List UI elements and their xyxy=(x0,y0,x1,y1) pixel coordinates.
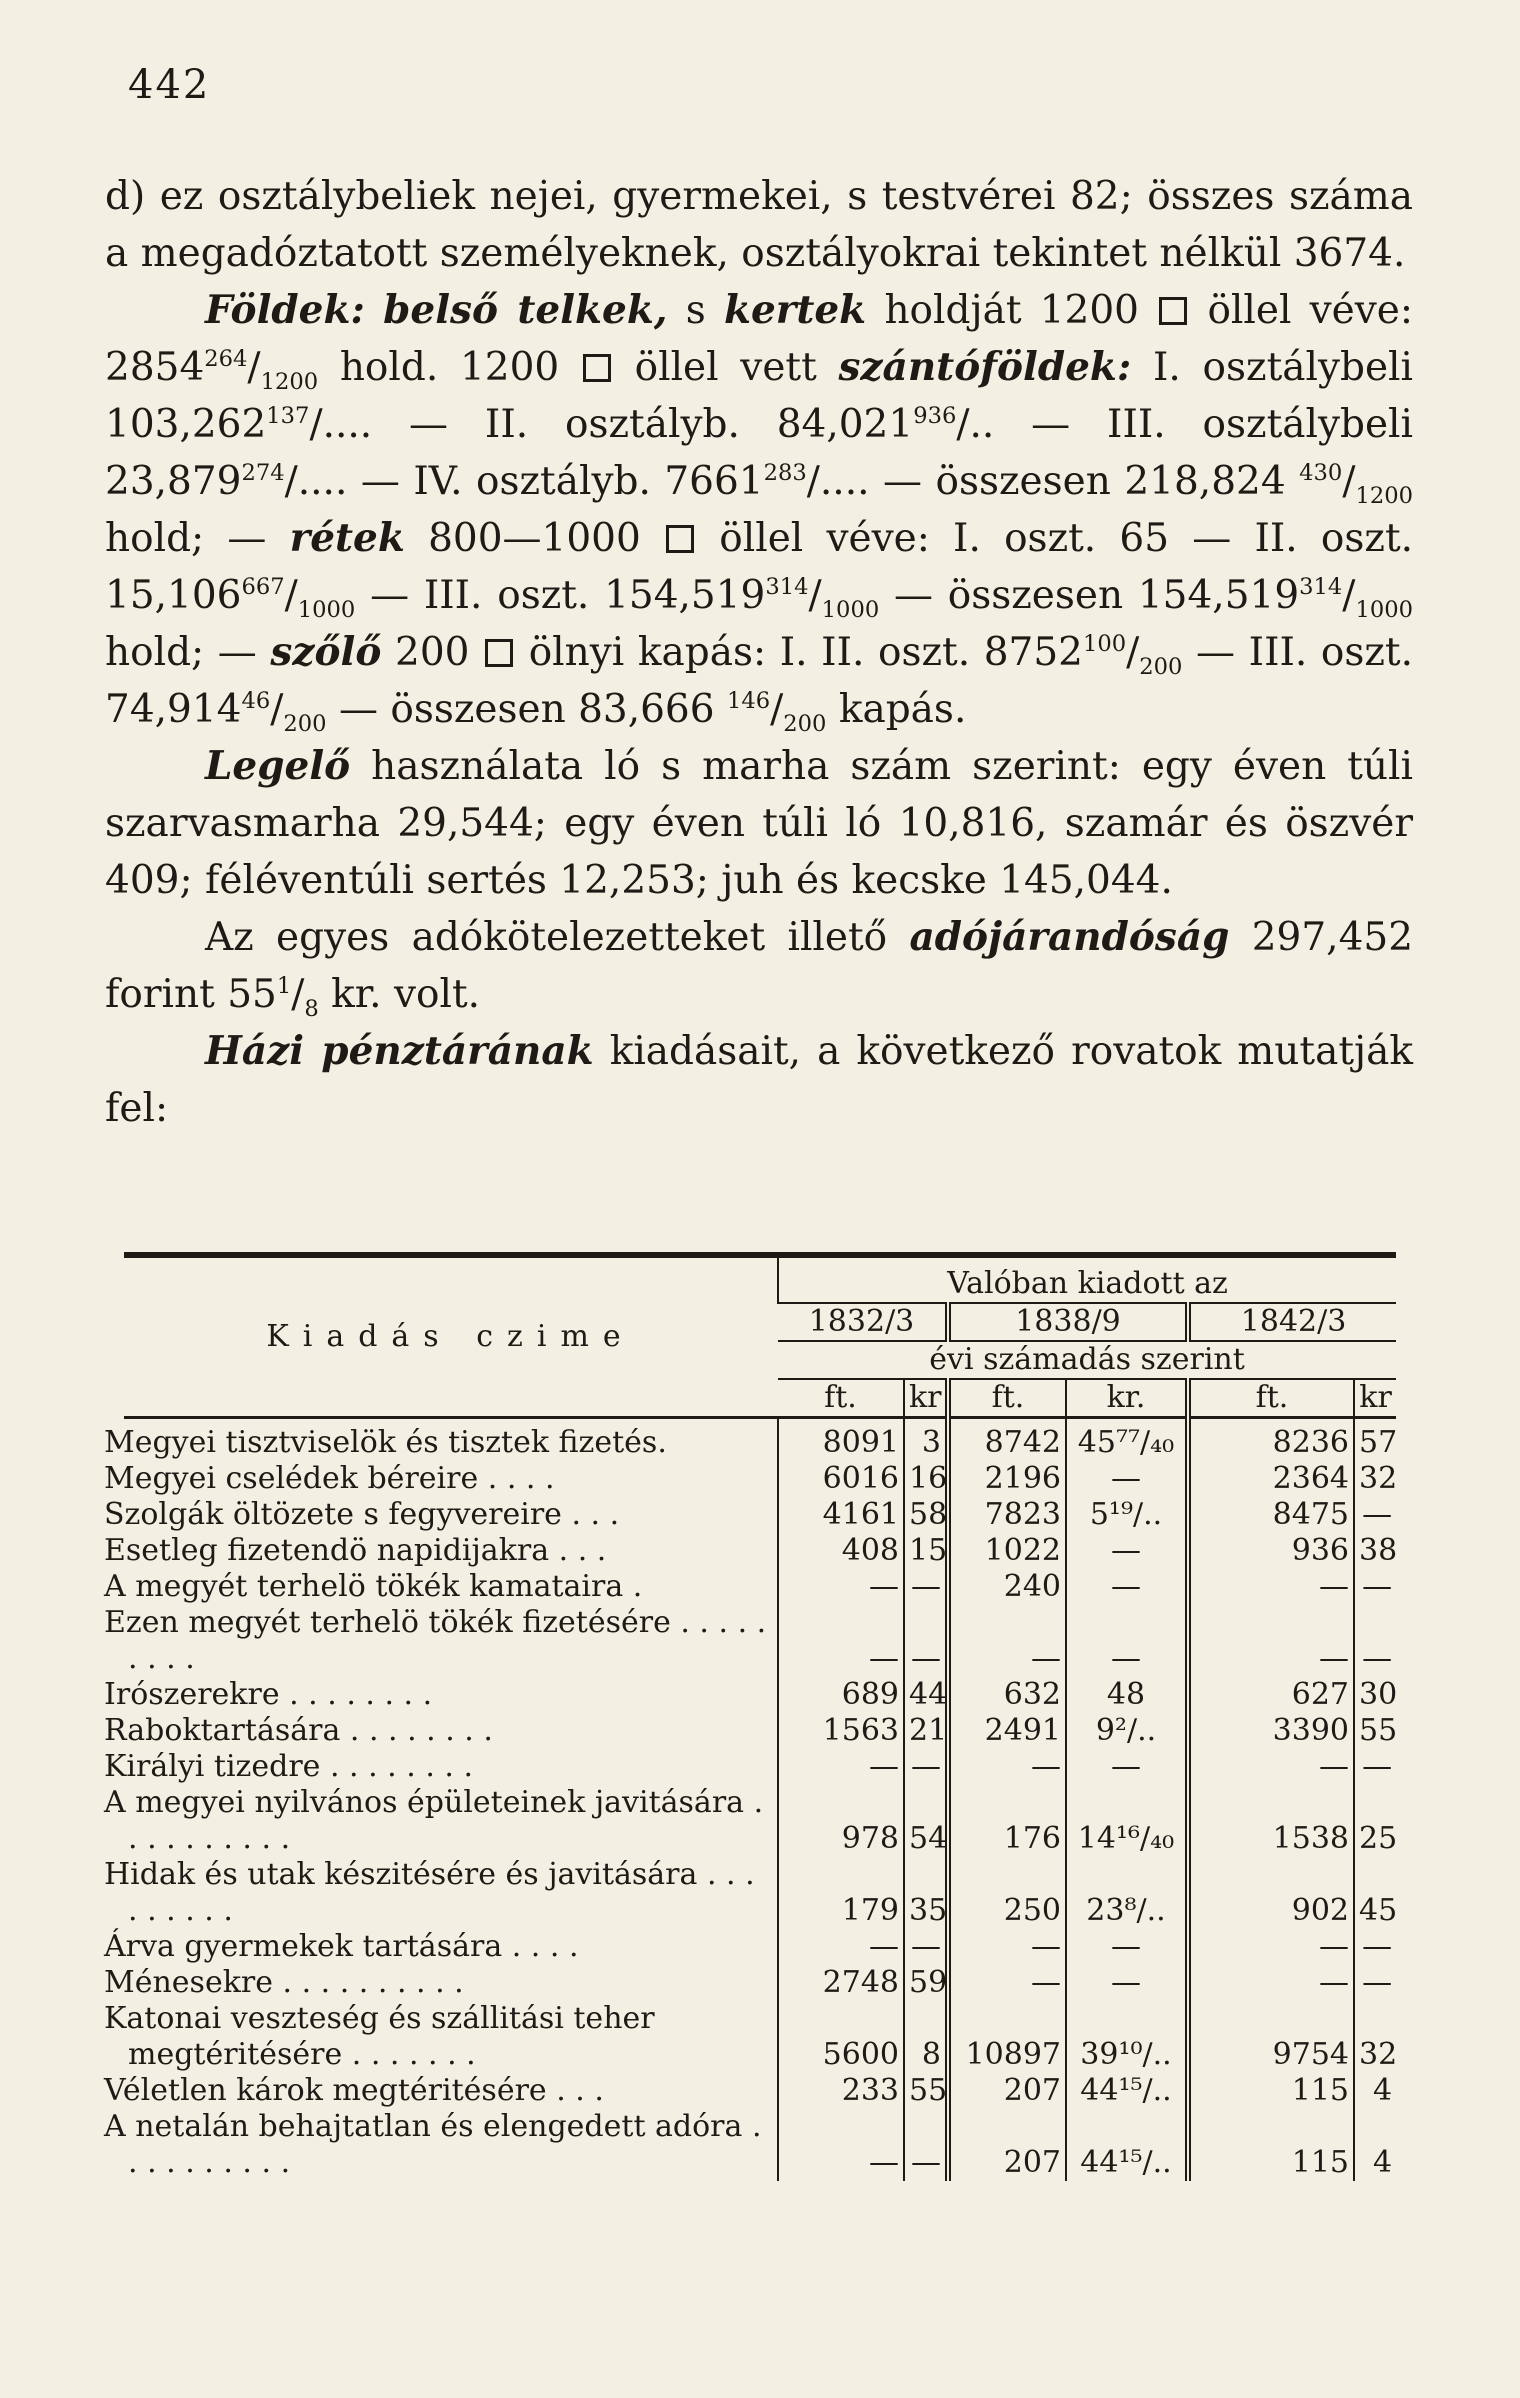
fraction-numerator: 936 xyxy=(913,403,957,429)
cell-value: — xyxy=(1188,1749,1354,1785)
text-fragment: Az egyes adókötelezetteket illető xyxy=(205,915,888,960)
cell-value: 179 xyxy=(778,1857,904,1929)
cell-value: 5¹⁹/.. xyxy=(1066,1497,1188,1533)
paragraph-adojarandosag: Az egyes adókötelezetteket illető adójárandóság 297,452 forint $55^1/_8$ kr. volt. xyxy=(105,914,1414,1022)
cell-value: — xyxy=(904,1569,948,1605)
text-fragment: — III. oszt. 74,914 xyxy=(105,630,1413,732)
cell-value: 689 xyxy=(778,1677,904,1713)
row-label: Királyi tizedre . . . . . . . . xyxy=(104,1749,473,1784)
cell-value: — xyxy=(1066,1533,1188,1569)
header-kiadas-czime: Kiadás czime xyxy=(124,1258,778,1418)
text-fragment: hold. 1200 xyxy=(339,345,560,390)
paragraph-foldek: Földek: belső telkek, s kertek holdját 1200 öllel véve: $2854^{264}/_{1200}$ hold. 1200 öllel vett szántóföldek: I. osztálybeli 103,262$^{137}$/.... — II. osztályb. 84,021$^{936}$/.. — III. osztálybeli 23,879$^{274}$/.... — IV. osztályb. 7661$^{283}$/.... — összesen 218,824 $^{430}/_{1200}$ hold; — rétek 800—1000 öllel véve: I. oszt. 65 — II. oszt. $15,106^{667}/_{1000}$ — III. oszt. $154,519^{314}/_{1000}$ — összesen $154,519^{314}/_{1000}$ hold; — szőlő 200 ölnyi kapás: I. II. oszt. $8752^{100}/_{200}$ — III. oszt. $74,914^{46}/_{200}$ — összesen 83,666 $^{146}/_{200}$ kapás. xyxy=(105,287,1414,737)
cell-value: 2196 xyxy=(948,1461,1066,1497)
cell-value: — xyxy=(1188,1569,1354,1605)
row-label: A megyei nyilvános épületeinek javitására . . . . . . . . . . xyxy=(104,1785,764,1856)
text-fragment: öllel véve: 2854 xyxy=(105,288,1414,390)
cell-value: 936 xyxy=(1188,1533,1354,1569)
cell-value: — xyxy=(1354,1497,1396,1533)
text-fragment: hold; — xyxy=(105,630,257,675)
term-foldek: Földek: xyxy=(205,287,365,333)
cell-value: 250 xyxy=(948,1857,1066,1929)
table-row xyxy=(124,2109,1396,2181)
cell-value: — xyxy=(1188,1605,1354,1677)
fraction-numerator: 146 xyxy=(726,688,771,714)
table-row xyxy=(124,2073,1396,2109)
text-fragment: ölnyi kapás: I. II. oszt. 8752 xyxy=(528,630,1083,675)
cell-value: 38 xyxy=(1354,1533,1396,1569)
fraction-numerator: 314 xyxy=(765,574,809,600)
cell-value: 8 xyxy=(904,2001,948,2073)
fraction-denominator: 1000 xyxy=(1355,596,1413,623)
header-kr: kr. xyxy=(1066,1379,1188,1418)
cell-value: 15 xyxy=(904,1533,948,1569)
cell-value: 44 xyxy=(904,1677,948,1713)
cell-value: — xyxy=(904,1749,948,1785)
term-retek: rétek xyxy=(289,515,405,561)
cell-value: 2364 xyxy=(1188,1461,1354,1497)
cell-value: — xyxy=(1066,1749,1188,1785)
cell-value: 32 xyxy=(1354,2001,1396,2073)
page-number: 442 xyxy=(128,62,211,108)
text-fragment: 800—1000 xyxy=(428,516,641,561)
text-fragment: /.... — összesen 218,824 xyxy=(806,459,1286,504)
table-row xyxy=(124,1497,1396,1533)
header-kr: kr xyxy=(1354,1379,1396,1418)
cell-value: — xyxy=(1066,1605,1188,1677)
cell-value: — xyxy=(1354,1929,1396,1965)
cell-value: 4161 xyxy=(778,1497,904,1533)
cell-value: — xyxy=(778,1929,904,1965)
cell-value: 632 xyxy=(948,1677,1066,1713)
cell-value: 57 xyxy=(1354,1418,1396,1462)
cell-value: 55 xyxy=(1354,1713,1396,1749)
header-evi-szamadas: évi számadás szerint xyxy=(778,1341,1396,1379)
cell-value: 902 xyxy=(1188,1857,1354,1929)
row-label: Hidak és utak készitésére és javitására . . . . . . . . . xyxy=(104,1857,755,1928)
row-label: Véletlen károk megtéritésére . . . xyxy=(104,2073,604,2108)
expenses-table xyxy=(104,1252,1398,2181)
row-label: Árva gyermekek tartására . . . . xyxy=(104,1929,579,1964)
cell-value: 48 xyxy=(1066,1677,1188,1713)
cell-value: 55 xyxy=(904,2073,948,2109)
cell-value: 240 xyxy=(948,1569,1066,1605)
cell-value: 58 xyxy=(904,1497,948,1533)
cell-value: 45 xyxy=(1354,1857,1396,1929)
table-row xyxy=(124,1461,1396,1497)
fraction-numerator: 1 xyxy=(276,973,292,999)
header-ft: ft. xyxy=(948,1379,1066,1418)
table-row xyxy=(124,1785,1396,1857)
body-text xyxy=(105,168,1413,1137)
term-adojarandosag: adójárandóság xyxy=(909,914,1230,960)
text-fragment: I. osztálybeli 103,262 xyxy=(105,345,1413,447)
row-label: Irószerekre . . . . . . . . xyxy=(104,1677,433,1712)
cell-value: 176 xyxy=(948,1785,1066,1857)
cell-value: — xyxy=(1354,1749,1396,1785)
table-body xyxy=(104,1418,1398,2182)
text-fragment: öllel véve: I. oszt. 65 — II. oszt. 15,106 xyxy=(105,516,1414,618)
cell-value: — xyxy=(1066,1569,1188,1605)
header-ft: ft. xyxy=(778,1379,904,1418)
text-fragment: hold; — xyxy=(105,516,267,561)
cell-value: 8091 xyxy=(778,1418,904,1462)
fraction-denominator: 8 xyxy=(304,995,319,1022)
cell-value: 207 xyxy=(948,2073,1066,2109)
cell-value: 21 xyxy=(904,1713,948,1749)
fraction-denominator: 200 xyxy=(1139,653,1183,680)
header-year-1842: 1842/3 xyxy=(1188,1303,1396,1341)
cell-value: 16 xyxy=(904,1461,948,1497)
fraction-denominator: 1200 xyxy=(260,368,319,395)
table-row xyxy=(124,1569,1396,1605)
square-fathom-icon xyxy=(666,525,694,553)
table-row xyxy=(124,1857,1396,1929)
fraction-numerator: 137 xyxy=(266,403,310,429)
cell-value: 627 xyxy=(1188,1677,1354,1713)
fraction-denominator: 1200 xyxy=(1355,482,1413,509)
row-label: A netalán behajtatlan és elengedett adóra . . . . . . . . . . xyxy=(104,2109,762,2180)
cell-value: — xyxy=(778,1605,904,1677)
cell-value: 9754 xyxy=(1188,2001,1354,2073)
paragraph-d: d) ez osztálybeliek nejei, gyermekei, s testvérei 82; összes száma a megadóztatott személyeknek, osztályokrai tekintet nélkül 3674. xyxy=(105,174,1413,276)
cell-value: 59 xyxy=(904,1965,948,2001)
cell-value: — xyxy=(1066,1965,1188,2001)
row-label: Ezen megyét terhelö tökék fizetésére . . . . . . . . . xyxy=(104,1605,767,1676)
cell-value: — xyxy=(778,1569,904,1605)
cell-value: 4 xyxy=(1354,2073,1396,2109)
cell-value: 8742 xyxy=(948,1418,1066,1462)
text-fragment: — összesen 83,666 xyxy=(338,687,715,732)
cell-value: 8236 xyxy=(1188,1418,1354,1462)
cell-value: — xyxy=(948,1605,1066,1677)
text-fragment: használata ló s marha szám szerint: egy éven túli szarvasmarha 29,544; egy éven túli ló 10,816, szamár és öszvér 409; féléventúli sertés 12,253; juh és kecske 145,044. xyxy=(105,744,1413,903)
cell-value: 45⁷⁷/₄₀ xyxy=(1066,1418,1188,1462)
cell-value: 1563 xyxy=(778,1713,904,1749)
fraction-numerator: 314 xyxy=(1299,574,1343,600)
cell-value: — xyxy=(1066,1929,1188,1965)
cell-value: 4 xyxy=(1354,2109,1396,2181)
table-row xyxy=(124,1749,1396,1785)
cell-value: 54 xyxy=(904,1785,948,1857)
table-row xyxy=(124,1418,1396,1462)
paragraph-hazi-penztar xyxy=(105,1023,1413,1137)
cell-value: 35 xyxy=(904,1857,948,1929)
term-szantofoldek: szántóföldek: xyxy=(838,344,1132,390)
text-fragment: holdját 1200 xyxy=(884,288,1139,333)
text-fragment: kapás. xyxy=(838,687,967,732)
cell-value: — xyxy=(904,1605,948,1677)
fraction-numerator: 283 xyxy=(763,460,807,486)
row-label: Raboktartására . . . . . . . . xyxy=(104,1713,493,1748)
cell-value: 25 xyxy=(1354,1785,1396,1857)
row-label: Katonai veszteség és szállitási teher megtéritésére . . . . . . . xyxy=(104,2001,655,2072)
cell-value: 115 xyxy=(1188,2073,1354,2109)
text-fragment: kiadásait, a következő rovatok mutatják fel: xyxy=(105,1029,1413,1131)
cell-value: — xyxy=(1354,1965,1396,2001)
text-fragment: /.. — III. osztálybeli 23,879 xyxy=(105,402,1413,504)
cell-value: 233 xyxy=(778,2073,904,2109)
term-szolo: szőlő xyxy=(270,629,382,675)
fraction-numerator: 274 xyxy=(241,460,285,486)
cell-value: 207 xyxy=(948,2109,1066,2181)
row-label: Esetleg fizetendö napidijakra . . . xyxy=(104,1533,607,1568)
cell-value: — xyxy=(1354,1569,1396,1605)
cell-value: 44¹⁵/.. xyxy=(1066,2109,1188,2181)
text-fragment: 297,452 forint 55 xyxy=(105,915,1414,1017)
square-fathom-icon xyxy=(485,639,513,667)
table-row xyxy=(124,2001,1396,2073)
cell-value: — xyxy=(1188,1965,1354,2001)
cell-value: 1538 xyxy=(1188,1785,1354,1857)
row-label: Szolgák öltözete s fegyvereire . . . xyxy=(104,1497,620,1532)
text-fragment: — összesen 154,519 xyxy=(893,573,1300,618)
cell-value: — xyxy=(948,1929,1066,1965)
cell-value: 9²/.. xyxy=(1066,1713,1188,1749)
cell-value: 8475 xyxy=(1188,1497,1354,1533)
cell-value: 1022 xyxy=(948,1533,1066,1569)
cell-value: — xyxy=(1188,1929,1354,1965)
header-ft: ft. xyxy=(1188,1379,1354,1418)
cell-value: 6016 xyxy=(778,1461,904,1497)
cell-value: — xyxy=(948,1749,1066,1785)
square-fathom-icon xyxy=(1159,297,1187,325)
term-hazi-penztar: Házi pénztárának xyxy=(205,1028,594,1074)
header-year-1838: 1838/9 xyxy=(948,1303,1188,1341)
fraction-numerator: 264 xyxy=(204,346,248,372)
cell-value: 408 xyxy=(778,1533,904,1569)
row-label: Megyei cselédek béreire . . . . xyxy=(104,1461,555,1496)
cell-value: 3 xyxy=(904,1418,948,1462)
term-belso-telkek: belső telkek, xyxy=(383,287,668,333)
fraction-numerator: 430 xyxy=(1299,460,1343,486)
cell-value: 5600 xyxy=(778,2001,904,2073)
fraction-numerator: 46 xyxy=(241,688,271,714)
cell-value: 23⁸/.. xyxy=(1066,1857,1188,1929)
cell-value: — xyxy=(904,2109,948,2181)
text-fragment: — III. oszt. 154,519 xyxy=(370,573,766,618)
paragraph-legelo xyxy=(105,738,1413,909)
cell-value: — xyxy=(778,2109,904,2181)
fraction-numerator: 667 xyxy=(241,574,285,600)
cell-value: — xyxy=(778,1749,904,1785)
square-fathom-icon xyxy=(583,354,611,382)
text-fragment: kr. volt. xyxy=(331,972,481,1017)
cell-value: 32 xyxy=(1354,1461,1396,1497)
table-row xyxy=(124,1533,1396,1569)
term-legelo: Legelő xyxy=(205,743,351,789)
cell-value: 30 xyxy=(1354,1677,1396,1713)
row-label: Ménesekre . . . . . . . . . . xyxy=(104,1965,464,2000)
text-fragment: öllel vett xyxy=(634,345,817,390)
text-fragment: /.... — IV. osztályb. 7661 xyxy=(284,459,764,504)
row-label: Megyei tisztviselök és tisztek fizetés. xyxy=(104,1425,667,1460)
cell-value: 7823 xyxy=(948,1497,1066,1533)
cell-value: 2748 xyxy=(778,1965,904,2001)
cell-value: 44¹⁵/.. xyxy=(1066,2073,1188,2109)
fraction-numerator: 100 xyxy=(1082,631,1127,657)
cell-value: — xyxy=(1066,1461,1188,1497)
table-row xyxy=(124,1929,1396,1965)
word-s: s xyxy=(685,288,706,333)
header-valoban-kiadott: Valóban kiadott az xyxy=(778,1258,1396,1303)
term-kertek: kertek xyxy=(723,287,867,333)
cell-value: — xyxy=(948,1965,1066,2001)
fraction-denominator: 1000 xyxy=(821,596,880,623)
cell-value: 115 xyxy=(1188,2109,1354,2181)
table-row xyxy=(124,1965,1396,2001)
text-fragment: 200 xyxy=(395,630,470,675)
row-label: A megyét terhelö tökék kamataira . xyxy=(104,1569,643,1604)
table-row xyxy=(124,1605,1396,1677)
fraction-denominator: 200 xyxy=(783,710,827,737)
cell-value: 978 xyxy=(778,1785,904,1857)
header-kr: kr xyxy=(904,1379,948,1418)
cell-value: 2491 xyxy=(948,1713,1066,1749)
cell-value: — xyxy=(1354,1605,1396,1677)
cell-value: — xyxy=(904,1929,948,1965)
fraction-denominator: 1000 xyxy=(297,596,356,623)
text-fragment: /.... — II. osztályb. 84,021 xyxy=(309,402,914,447)
cell-value: 10897 xyxy=(948,2001,1066,2073)
cell-value: 39¹⁰/.. xyxy=(1066,2001,1188,2073)
cell-value: 3390 xyxy=(1188,1713,1354,1749)
header-year-1832: 1832/3 xyxy=(778,1303,948,1341)
fraction-denominator: 200 xyxy=(283,710,327,737)
table-row xyxy=(124,1677,1396,1713)
cell-value: 14¹⁶/₄₀ xyxy=(1066,1785,1188,1857)
table-row xyxy=(124,1713,1396,1749)
